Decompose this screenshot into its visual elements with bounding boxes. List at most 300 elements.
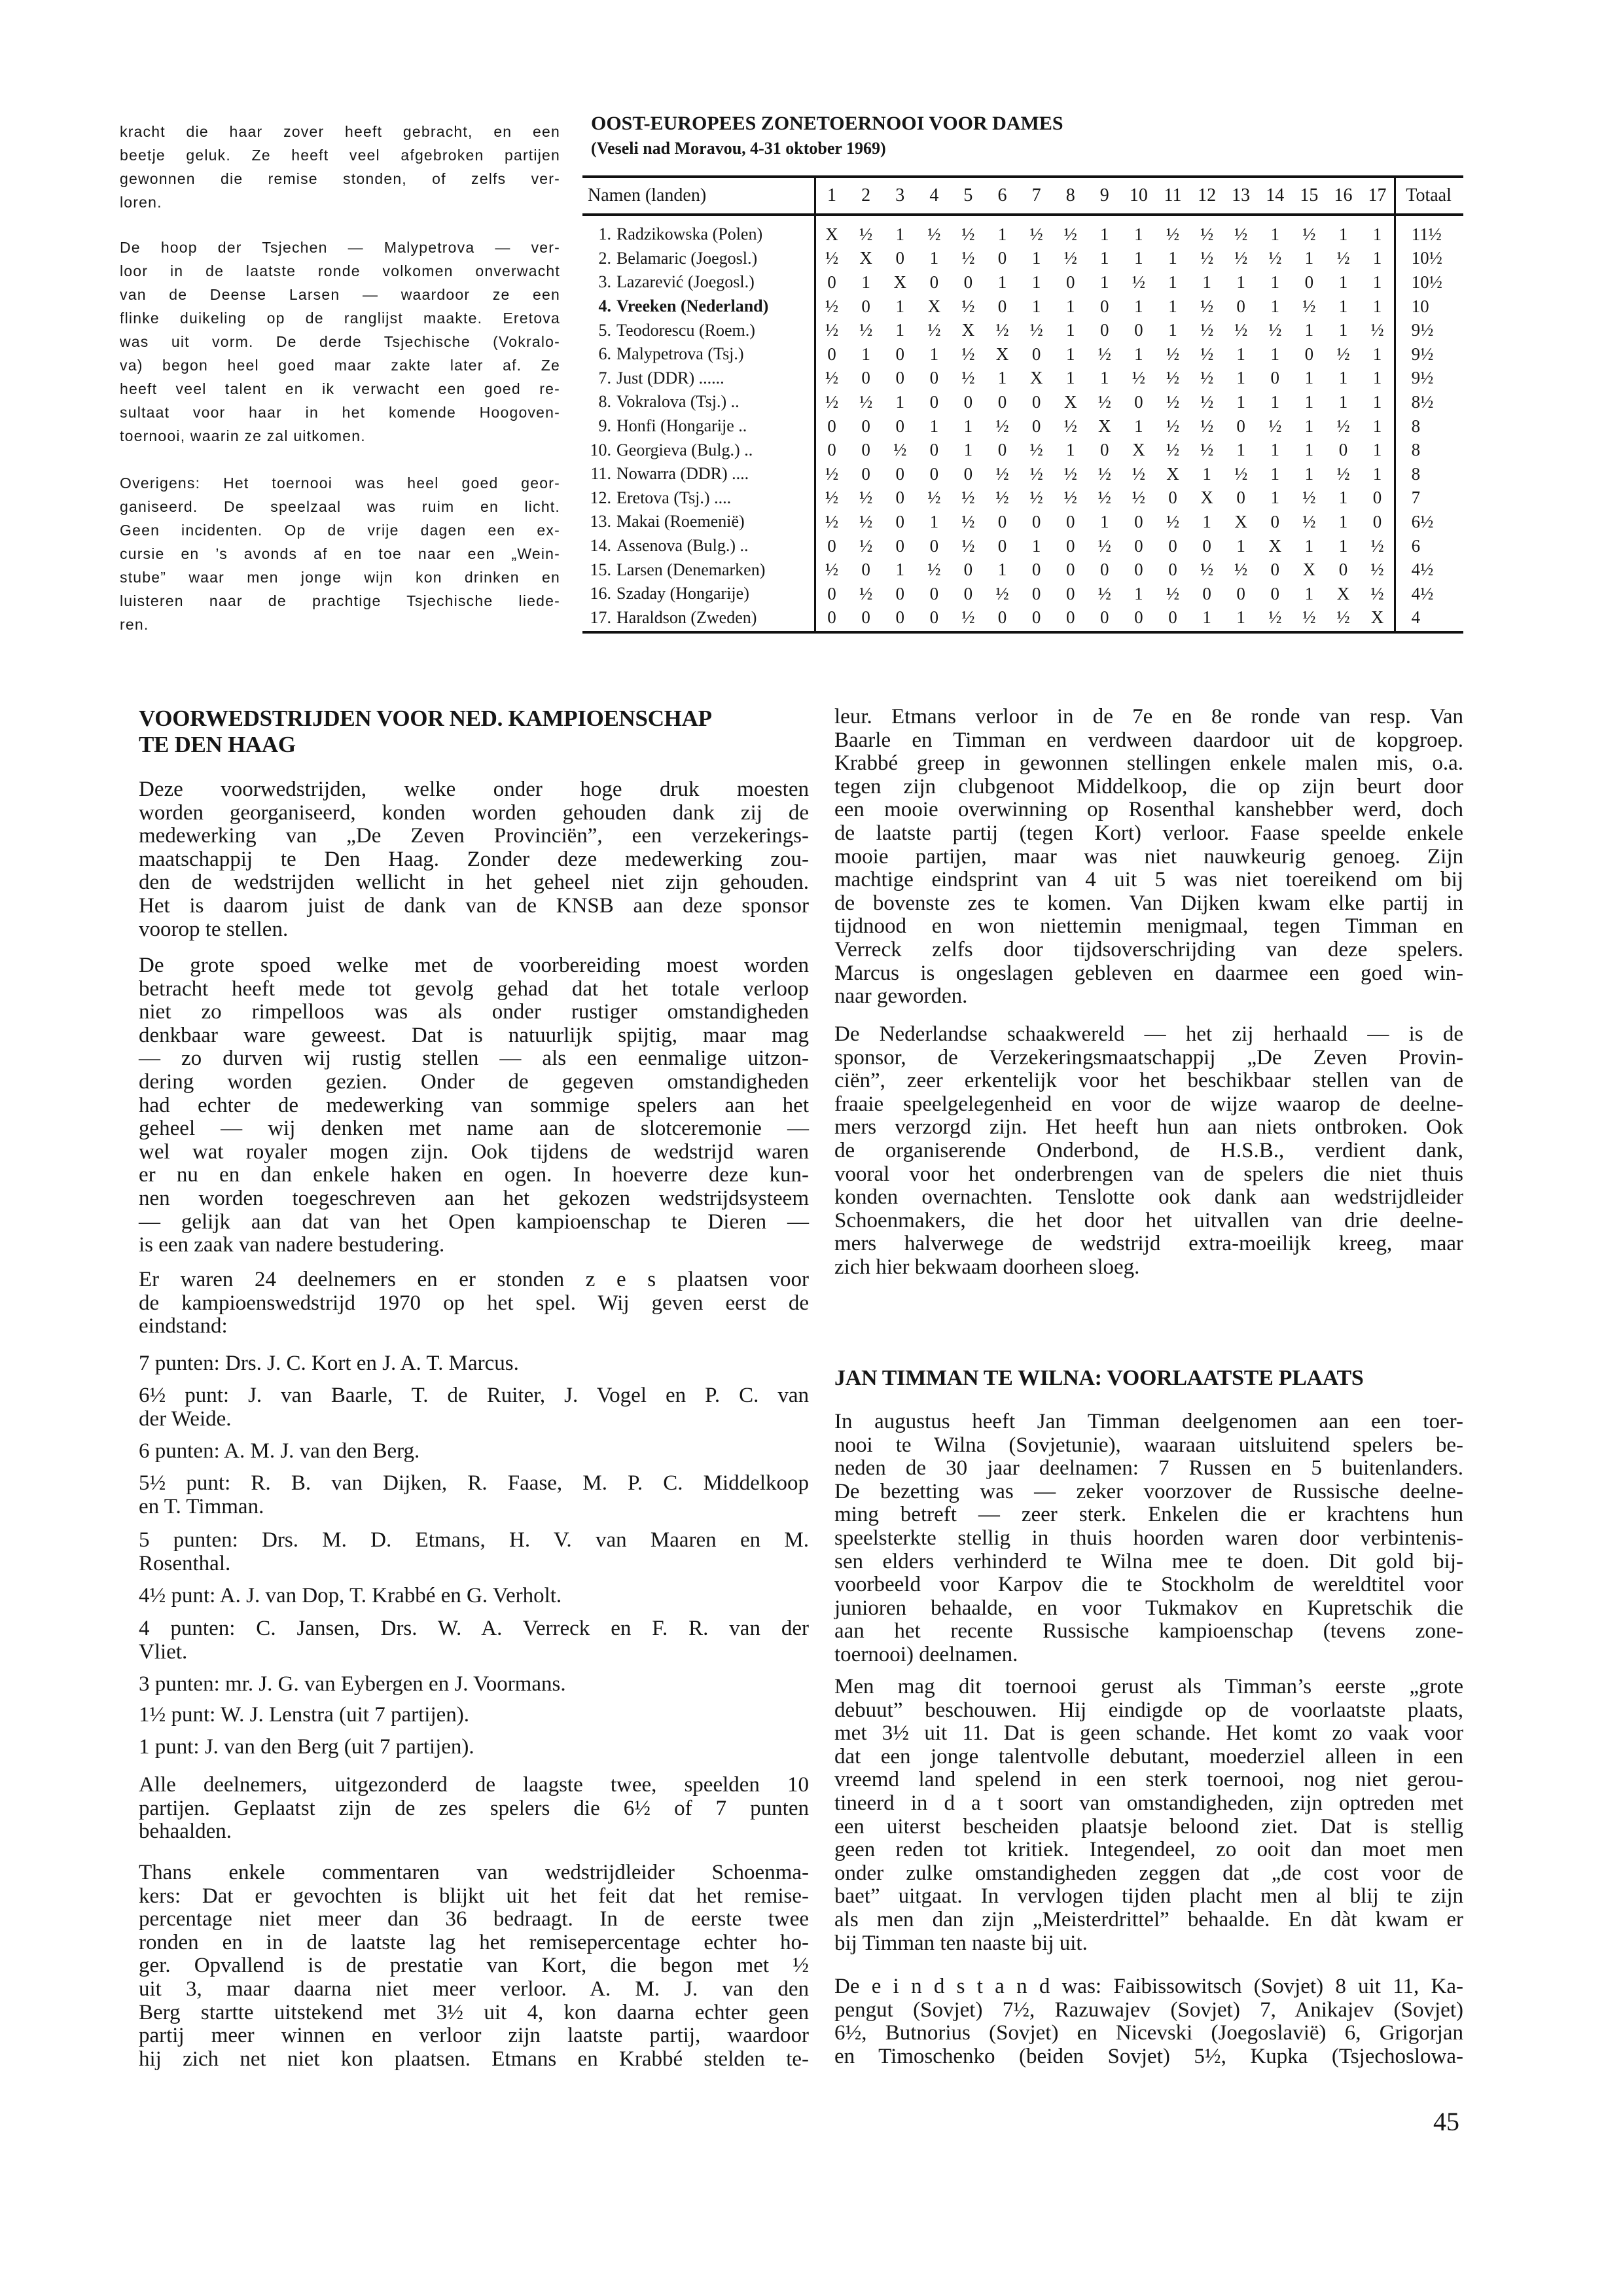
text-line: In augustus heeft Jan Timman deelgenomen aan een toer- [834, 1410, 1463, 1433]
text-line: neden de 30 jaar deelnamen: 7 Russen en 5 buitenlanders. [834, 1456, 1463, 1480]
player-rank: 5. [598, 320, 611, 340]
score-cell: 1 [1304, 368, 1314, 388]
header-col: 5 [963, 185, 973, 206]
score-cell: 0 [1134, 391, 1143, 412]
text-line: ronden en in de laatste lag het remisepercentage echter ho- [139, 1930, 809, 1954]
score-cell: 0 [963, 391, 973, 412]
player-name-text: Teodorescu (Roem.) [616, 320, 755, 340]
article2-paragraph [834, 1975, 1463, 2068]
player-name-text: Eretova (Tsj.) .... [616, 488, 732, 507]
score-cell: ½ [1336, 248, 1350, 268]
score-cell: 1 [1338, 320, 1348, 340]
score-cell: ½ [1097, 488, 1111, 508]
text-line: machtige eindsprint van 4 uit 5 was niet toereikend om bij [834, 868, 1463, 892]
self-cell: X [1200, 488, 1213, 508]
score-cell: ½ [995, 320, 1009, 340]
score-cell: 1 [1304, 440, 1314, 460]
text-line: de kampioenswedstrijd 1970 op het spel. Wij geven eerst de [139, 1291, 809, 1315]
table-row [582, 270, 1463, 295]
player-name [582, 368, 815, 388]
score-cell: 1 [1100, 511, 1109, 531]
text-line: dat een jonge talentvolle debutant, moederziel alleen in een [834, 1744, 1463, 1768]
score-cell: ½ [927, 224, 941, 244]
player-name [582, 464, 815, 484]
text-line: Thans enkele commentaren van wedstrijdleider Schoenma- [139, 1861, 809, 1884]
score-cell: ½ [927, 488, 941, 508]
score-cell: 0 [1031, 607, 1041, 628]
total-score: 8½ [1411, 391, 1434, 412]
text-line: er nu en dan enkele haken en ogen. In hoeverre deze kun- [139, 1163, 809, 1187]
text-line: uit 3, maar daarna niet meer verloor. A. M. J. van den [139, 1977, 809, 2001]
score-cell: 0 [997, 296, 1007, 316]
score-cell: 0 [1031, 391, 1041, 412]
text-line: loren. [120, 194, 162, 211]
score-cell: 0 [895, 535, 904, 556]
text-line: Vliet. [139, 1640, 188, 1664]
score-cell: ½ [1063, 248, 1077, 268]
text-line: een uiterst bescheiden plaatsje beloond ziet. Dat is stellig [834, 1814, 1463, 1839]
score-cell: ½ [859, 391, 873, 412]
text-line: der Weide. [139, 1407, 232, 1431]
score-cell: ½ [1200, 296, 1214, 316]
score-cell: 1 [1100, 272, 1109, 292]
score-cell: 0 [1031, 511, 1041, 531]
score-cell: 1 [1065, 344, 1075, 364]
score-cell: 1 [1065, 440, 1075, 460]
score-cell: 1 [1270, 296, 1280, 316]
text-line: leur. Etmans verloor in de 7e en 8e ronde van resp. Van [834, 705, 1463, 728]
score-cell: 1 [1372, 296, 1382, 316]
score-cell: 1 [1372, 344, 1382, 364]
article-heading-line-2: TE DEN HAAG [139, 732, 296, 757]
score-cell: 0 [861, 368, 870, 388]
score-cell: ½ [1166, 583, 1180, 603]
text-line: 1 punt: J. van den Berg (uit 7 partijen). [139, 1735, 474, 1759]
score-cell: 0 [929, 368, 939, 388]
score-cell: ½ [1029, 224, 1043, 244]
text-line: van de Deense Larsen — waardoor ze een [120, 286, 560, 303]
text-line: luisteren naar de prachtige Tsjechische liede- [120, 592, 560, 609]
score-cell: 0 [1168, 488, 1177, 508]
score-cell: 1 [1372, 272, 1382, 292]
table-row [582, 558, 1463, 582]
self-cell: X [1336, 583, 1350, 603]
table-bottom-rule [582, 631, 1463, 634]
score-cell: 0 [1270, 511, 1280, 531]
score-cell: 0 [1134, 511, 1143, 531]
header-col: 12 [1198, 185, 1217, 206]
standing-entry [139, 1704, 809, 1727]
score-cell: 0 [997, 248, 1007, 268]
text-line: toernooi, waarin ze zal uitkomen. [120, 427, 366, 444]
text-line: gewonnen die remise stonden, of zelfs ver- [120, 170, 560, 187]
score-cell: 1 [1372, 248, 1382, 268]
text-line: Schoenmakers, die het door het uitvallen van drie deelne- [834, 1208, 1463, 1232]
text-line: De e i n d s t a n d was: Faibissowitsch (Sovjet) 8 uit 11, Ka- [834, 1975, 1463, 1998]
score-cell: ½ [1370, 583, 1384, 603]
score-cell: 1 [929, 248, 939, 268]
article2-paragraph [834, 1410, 1463, 1667]
score-cell: 1 [1338, 535, 1348, 556]
score-cell: 1 [1372, 416, 1382, 436]
score-cell: 1 [929, 344, 939, 364]
table-body [582, 223, 1463, 630]
self-cell: X [1302, 560, 1316, 580]
header-total: Totaal [1406, 185, 1452, 206]
score-cell: 1 [929, 416, 939, 436]
player-rank: 10. [590, 440, 611, 459]
score-cell: ½ [1234, 463, 1248, 484]
score-cell: 1 [1236, 272, 1245, 292]
text-line: kracht die haar zover heeft gebracht, en een [120, 123, 560, 140]
text-line: cursie en ’s avonds af en toe naar een „Wein- [120, 545, 560, 562]
score-cell: 0 [929, 607, 939, 628]
score-cell: 0 [929, 463, 939, 484]
article-heading-line-1: VOORWEDSTRIJDEN VOOR NED. KAMPIOENSCHAP [139, 706, 712, 731]
self-cell: X [1268, 535, 1282, 556]
self-cell: X [1098, 416, 1111, 436]
text-line: ren. [120, 616, 149, 633]
text-line: ciën”, zeer erkentelijk voor het beschikbaar stellen van de [834, 1069, 1463, 1093]
text-line: 6½ punt: J. van Baarle, T. de Ruiter, J. Vogel en P. C. van [139, 1384, 809, 1407]
standing-entry [139, 1673, 809, 1696]
score-cell: 0 [1065, 535, 1075, 556]
score-cell: ½ [1200, 391, 1214, 412]
score-cell: ½ [1029, 320, 1043, 340]
player-name-text: Assenova (Bulg.) .. [616, 536, 749, 556]
score-cell: 1 [1134, 248, 1143, 268]
table-row [582, 223, 1463, 247]
player-name [582, 321, 815, 340]
score-cell: 1 [1065, 368, 1075, 388]
text-line: tegen zijn clubgenoot Middelkoop, die op zijn beurt door [834, 774, 1463, 798]
text-line: Baarle en Timman en verdween daardoor uit de kopgroep. [834, 728, 1463, 752]
header-col: 15 [1300, 185, 1319, 206]
intro-paragraph-1 [120, 120, 560, 214]
score-cell: 0 [861, 440, 870, 460]
score-cell: 0 [895, 607, 904, 628]
text-line: maatschappij te Den Haag. Zonder deze medewerking zou- [139, 847, 809, 871]
text-line: aan het recente Russische kampioenschap (tevens zone- [834, 1619, 1463, 1643]
player-rank: 17. [590, 607, 611, 627]
score-cell: ½ [1166, 344, 1180, 364]
player-name [582, 392, 815, 412]
score-cell: ½ [1336, 344, 1350, 364]
text-line: met 3½ uit 11. Dat is geen schande. Het komt zo vaak voor [834, 1721, 1463, 1746]
table-row [582, 534, 1463, 558]
header-col: 8 [1065, 185, 1075, 206]
score-cell: 1 [1168, 296, 1177, 316]
score-cell: ½ [995, 583, 1009, 603]
score-cell: ½ [1200, 248, 1214, 268]
text-line: fraaie speelgelegenheid en voor de wijze waarop de deelne- [834, 1092, 1463, 1116]
text-line: De hoop der Tsjechen — Malypetrova — ver- [120, 239, 560, 256]
score-cell: 0 [997, 535, 1007, 556]
score-cell: 1 [895, 560, 904, 580]
score-cell: ½ [1200, 344, 1214, 364]
table-row [582, 318, 1463, 342]
header-col: 17 [1368, 185, 1387, 206]
score-cell: ½ [1268, 416, 1282, 436]
text-line: sen elders verhinderd te Wilna mee te doen. Dit gold bij- [834, 1549, 1463, 1573]
score-cell: ½ [1097, 391, 1111, 412]
total-score: 9½ [1411, 368, 1434, 388]
text-line: toernooi) deelnamen. [834, 1642, 1018, 1666]
total-score: 4 [1411, 607, 1421, 628]
score-cell: 0 [895, 463, 904, 484]
score-cell: 0 [1338, 440, 1348, 460]
score-cell: ½ [1370, 320, 1384, 340]
score-cell: 0 [895, 416, 904, 436]
score-cell: ½ [1132, 488, 1146, 508]
text-line: 4½ punt: A. J. van Dop, T. Krabbé en G. Verholt. [139, 1584, 562, 1607]
text-line: als men dan zijn „Meisterdrittel” behaalde. En dàt kwam er [834, 1907, 1463, 1931]
text-line: De Nederlandse schaakwereld — het zij herhaald — is de [834, 1022, 1463, 1046]
score-cell: 1 [1236, 368, 1245, 388]
score-cell: ½ [1302, 607, 1316, 628]
score-cell: 0 [895, 248, 904, 268]
score-cell: 1 [1270, 391, 1280, 412]
text-line: onder zulke omstandigheden zeggen dat „de cost voor de [834, 1861, 1463, 1885]
score-cell: 0 [1100, 296, 1109, 316]
score-cell: ½ [995, 488, 1009, 508]
score-cell: 1 [1134, 416, 1143, 436]
text-line: 7 punten: Drs. J. C. Kort en J. A. T. Marcus. [139, 1352, 519, 1375]
score-cell: ½ [1268, 248, 1282, 268]
article-paragraph [834, 706, 1463, 1009]
text-line: De bezetting was — zeker voorzover de Russische deelne- [834, 1479, 1463, 1503]
total-score: 9½ [1411, 320, 1434, 340]
article-paragraph [139, 778, 809, 941]
player-rank: 14. [590, 536, 611, 556]
player-rank: 9. [598, 416, 611, 436]
text-line: Krabbé greep in gewonnen stellingen enkele malen mis, o.a. [834, 751, 1463, 776]
score-cell: ½ [1336, 463, 1350, 484]
score-cell: ½ [859, 583, 873, 603]
player-name [582, 536, 815, 556]
score-cell: ½ [995, 463, 1009, 484]
score-cell: 1 [1134, 344, 1143, 364]
text-line: ganiseerd. De speelzaal was ruim en licht. [120, 498, 560, 515]
player-rank: 11. [590, 464, 611, 484]
text-line: denkbaar ware geweest. Dat is natuurlijk spijtig, maar mag [139, 1023, 809, 1047]
text-line: worden georganiseerd, konden worden gehouden dank zij de [139, 800, 809, 825]
header-col: 3 [895, 185, 905, 206]
score-cell: ½ [1166, 391, 1180, 412]
score-cell: 1 [1270, 440, 1280, 460]
score-cell: ½ [1097, 583, 1111, 603]
score-cell: 1 [1270, 272, 1280, 292]
total-score: 10½ [1411, 248, 1442, 268]
text-line: Verreck zelfs door tijdsoverschrijding van deze spelers. [834, 937, 1463, 961]
score-cell: 1 [1304, 320, 1314, 340]
total-score: 4½ [1411, 560, 1434, 580]
article-paragraph [139, 1861, 809, 2071]
score-cell: 0 [1202, 583, 1211, 603]
text-line: va) begon heel goed maar zakte later af. Ze [120, 357, 560, 374]
score-cell: 0 [1236, 296, 1245, 316]
score-cell: ½ [825, 296, 839, 316]
standing-entry [139, 1617, 809, 1664]
score-cell: ½ [825, 248, 839, 268]
score-cell: 1 [1100, 248, 1109, 268]
score-cell: 0 [1236, 416, 1245, 436]
text-line: is een zaak van nadere bestudering. [139, 1233, 445, 1257]
score-cell: ½ [1166, 416, 1180, 436]
score-cell: 1 [1372, 368, 1382, 388]
player-name-text: Lazarević (Joegosl.) [616, 272, 755, 292]
score-cell: 1 [1031, 535, 1041, 556]
score-cell: 0 [1372, 488, 1382, 508]
article-paragraph [139, 1774, 809, 1844]
score-cell: 0 [929, 391, 939, 412]
player-rank: 4. [598, 296, 611, 316]
text-line: 6½, Butnorius (Sovjet) en Nicevski (Joegoslavië) 6, Grigorjan [834, 2021, 1463, 2045]
score-cell: ½ [995, 416, 1009, 436]
score-cell: 1 [1202, 607, 1211, 628]
text-line: stube” waar men jonge wijn kon drinken en [120, 569, 560, 586]
page-number: 45 [1433, 2107, 1459, 2136]
score-cell: ½ [859, 511, 873, 531]
self-cell: X [1029, 368, 1043, 388]
text-line: speelsterkte stellig in thuis hoorden waren door verbintenis- [834, 1526, 1463, 1550]
player-name [582, 272, 815, 292]
table-row [582, 295, 1463, 319]
score-cell: 0 [963, 272, 973, 292]
text-line: niet zo rimpelloos was als onder rustiger omstandigheden [139, 1000, 809, 1024]
text-line: had echter de medewerking van sommige spelers aan het [139, 1093, 809, 1117]
text-line: naar geworden. [834, 984, 968, 1009]
text-line: zich hier bekwaam doorheen sloeg. [834, 1255, 1140, 1279]
player-name-text: Georgieva (Bulg.) .. [616, 440, 753, 459]
score-cell: 1 [1168, 272, 1177, 292]
text-line: mers halverwege de wedstrijd extra-moeilijk kreeg, maar [834, 1232, 1463, 1256]
player-rank: 16. [590, 584, 611, 603]
score-cell: ½ [1063, 224, 1077, 244]
text-line: 1½ punt: W. J. Lenstra (uit 7 partijen). [139, 1703, 470, 1727]
score-cell: 1 [1168, 320, 1177, 340]
total-score: 6½ [1411, 511, 1434, 531]
article-paragraph [139, 1268, 809, 1338]
text-line: betracht heeft mede tot gevolg gehad dat het totale verloop [139, 977, 809, 1001]
score-cell: 1 [1304, 583, 1314, 603]
score-cell: 0 [929, 272, 939, 292]
score-cell: ½ [825, 391, 839, 412]
score-cell: ½ [1029, 440, 1043, 460]
score-cell: 1 [895, 391, 904, 412]
score-cell: ½ [1063, 463, 1077, 484]
text-line: 3 punten: mr. J. G. van Eybergen en J. Voormans. [139, 1672, 566, 1696]
text-line: junioren behaalde, en voor Tukmakov en Kupretschik die [834, 1596, 1463, 1620]
score-cell: 0 [963, 560, 973, 580]
text-line: De grote spoed welke met de voorbereiding moest worden [139, 954, 809, 977]
score-cell: 1 [1304, 535, 1314, 556]
text-line: Geen incidenten. Op de vrije dagen een ex- [120, 522, 560, 539]
self-cell: X [995, 344, 1009, 364]
score-cell: 0 [1100, 560, 1109, 580]
score-cell: 1 [1338, 224, 1348, 244]
text-line: Marcus is ongeslagen gebleven en daarmee een goed win- [834, 961, 1463, 985]
text-line: beetje geluk. Ze heeft veel afgebroken partijen [120, 147, 560, 164]
self-cell: X [1234, 511, 1247, 531]
score-cell: 1 [895, 296, 904, 316]
player-rank: 1. [598, 224, 611, 244]
score-cell: 0 [895, 488, 904, 508]
score-cell: ½ [1370, 535, 1384, 556]
header-col: 4 [929, 185, 939, 206]
player-rank: 13. [590, 512, 611, 531]
text-line: 5 punten: Drs. M. D. Etmans, H. V. van Maaren en M. [139, 1528, 809, 1552]
score-cell: 0 [1065, 272, 1075, 292]
score-cell: ½ [927, 320, 941, 340]
text-line: — zo durven wij rustig stellen — als een eenmalige uitzon- [139, 1047, 809, 1071]
score-cell: 1 [929, 511, 939, 531]
player-rank: 7. [598, 368, 611, 387]
score-cell: 1 [1304, 248, 1314, 268]
score-cell: 0 [1031, 416, 1041, 436]
player-name-text: Belamaric (Joegosl.) [616, 248, 758, 268]
score-cell: 1 [1270, 463, 1280, 484]
text-line: hij zich net niet kon plaatsen. Etmans en Krabbé stelden te- [139, 2047, 809, 2071]
score-cell: 1 [1270, 344, 1280, 364]
score-cell: 1 [1372, 391, 1382, 412]
score-cell: ½ [961, 296, 975, 316]
score-cell: 0 [1236, 583, 1245, 603]
player-name-text: Szaday (Hongarije) [616, 584, 749, 603]
text-line: nen worden toegeschreven aan het gekozen wedstrijdsysteem [139, 1186, 809, 1210]
score-cell: ½ [1268, 607, 1282, 628]
total-score: 7 [1411, 488, 1421, 508]
score-cell: 1 [1100, 368, 1109, 388]
score-cell: 0 [1031, 583, 1041, 603]
standing-entry [139, 1440, 809, 1463]
standing-entry [139, 1585, 809, 1608]
score-cell: 0 [997, 607, 1007, 628]
score-cell: ½ [1063, 416, 1077, 436]
player-name-text: Haraldson (Zweden) [616, 607, 757, 627]
score-cell: 1 [1236, 391, 1245, 412]
text-line: dering worden gezien. Onder de gegeven omstandigheden [139, 1069, 809, 1094]
table-row [582, 510, 1463, 534]
score-cell: 1 [861, 272, 870, 292]
text-line: 5½ punt: R. B. van Dijken, R. Faase, M. P. C. Middelkoop [139, 1471, 809, 1495]
score-cell: 0 [1065, 583, 1075, 603]
text-line: partij meer winnen en verloor zijn laatste partij, waardoor [139, 2024, 809, 2048]
score-cell: 0 [1100, 440, 1109, 460]
total-score: 10½ [1411, 272, 1442, 292]
score-cell: 0 [1168, 560, 1177, 580]
self-cell: X [961, 320, 975, 340]
text-line: ming betreft — zeer sterk. Enkelen die er krachtens hun [834, 1503, 1463, 1527]
score-cell: ½ [1166, 224, 1180, 244]
score-cell: 0 [1270, 583, 1280, 603]
intro-paragraph-3 [120, 471, 560, 636]
player-name-text: Malypetrova (Tsj.) [616, 344, 744, 364]
score-cell: 0 [1304, 272, 1314, 292]
score-cell: 1 [1236, 607, 1245, 628]
score-cell: ½ [1200, 320, 1214, 340]
score-cell: ½ [1200, 224, 1214, 244]
self-cell: X [1063, 391, 1077, 412]
score-cell: 1 [1202, 272, 1211, 292]
score-cell: 1 [1134, 296, 1143, 316]
score-cell: 0 [895, 344, 904, 364]
score-cell: ½ [961, 344, 975, 364]
text-line: voorop te stellen. [139, 917, 289, 941]
text-line: den de wedstrijden wellicht in het geheel niet zijn gehouden. [139, 870, 809, 895]
score-cell: 0 [997, 391, 1007, 412]
score-cell: 0 [929, 583, 939, 603]
